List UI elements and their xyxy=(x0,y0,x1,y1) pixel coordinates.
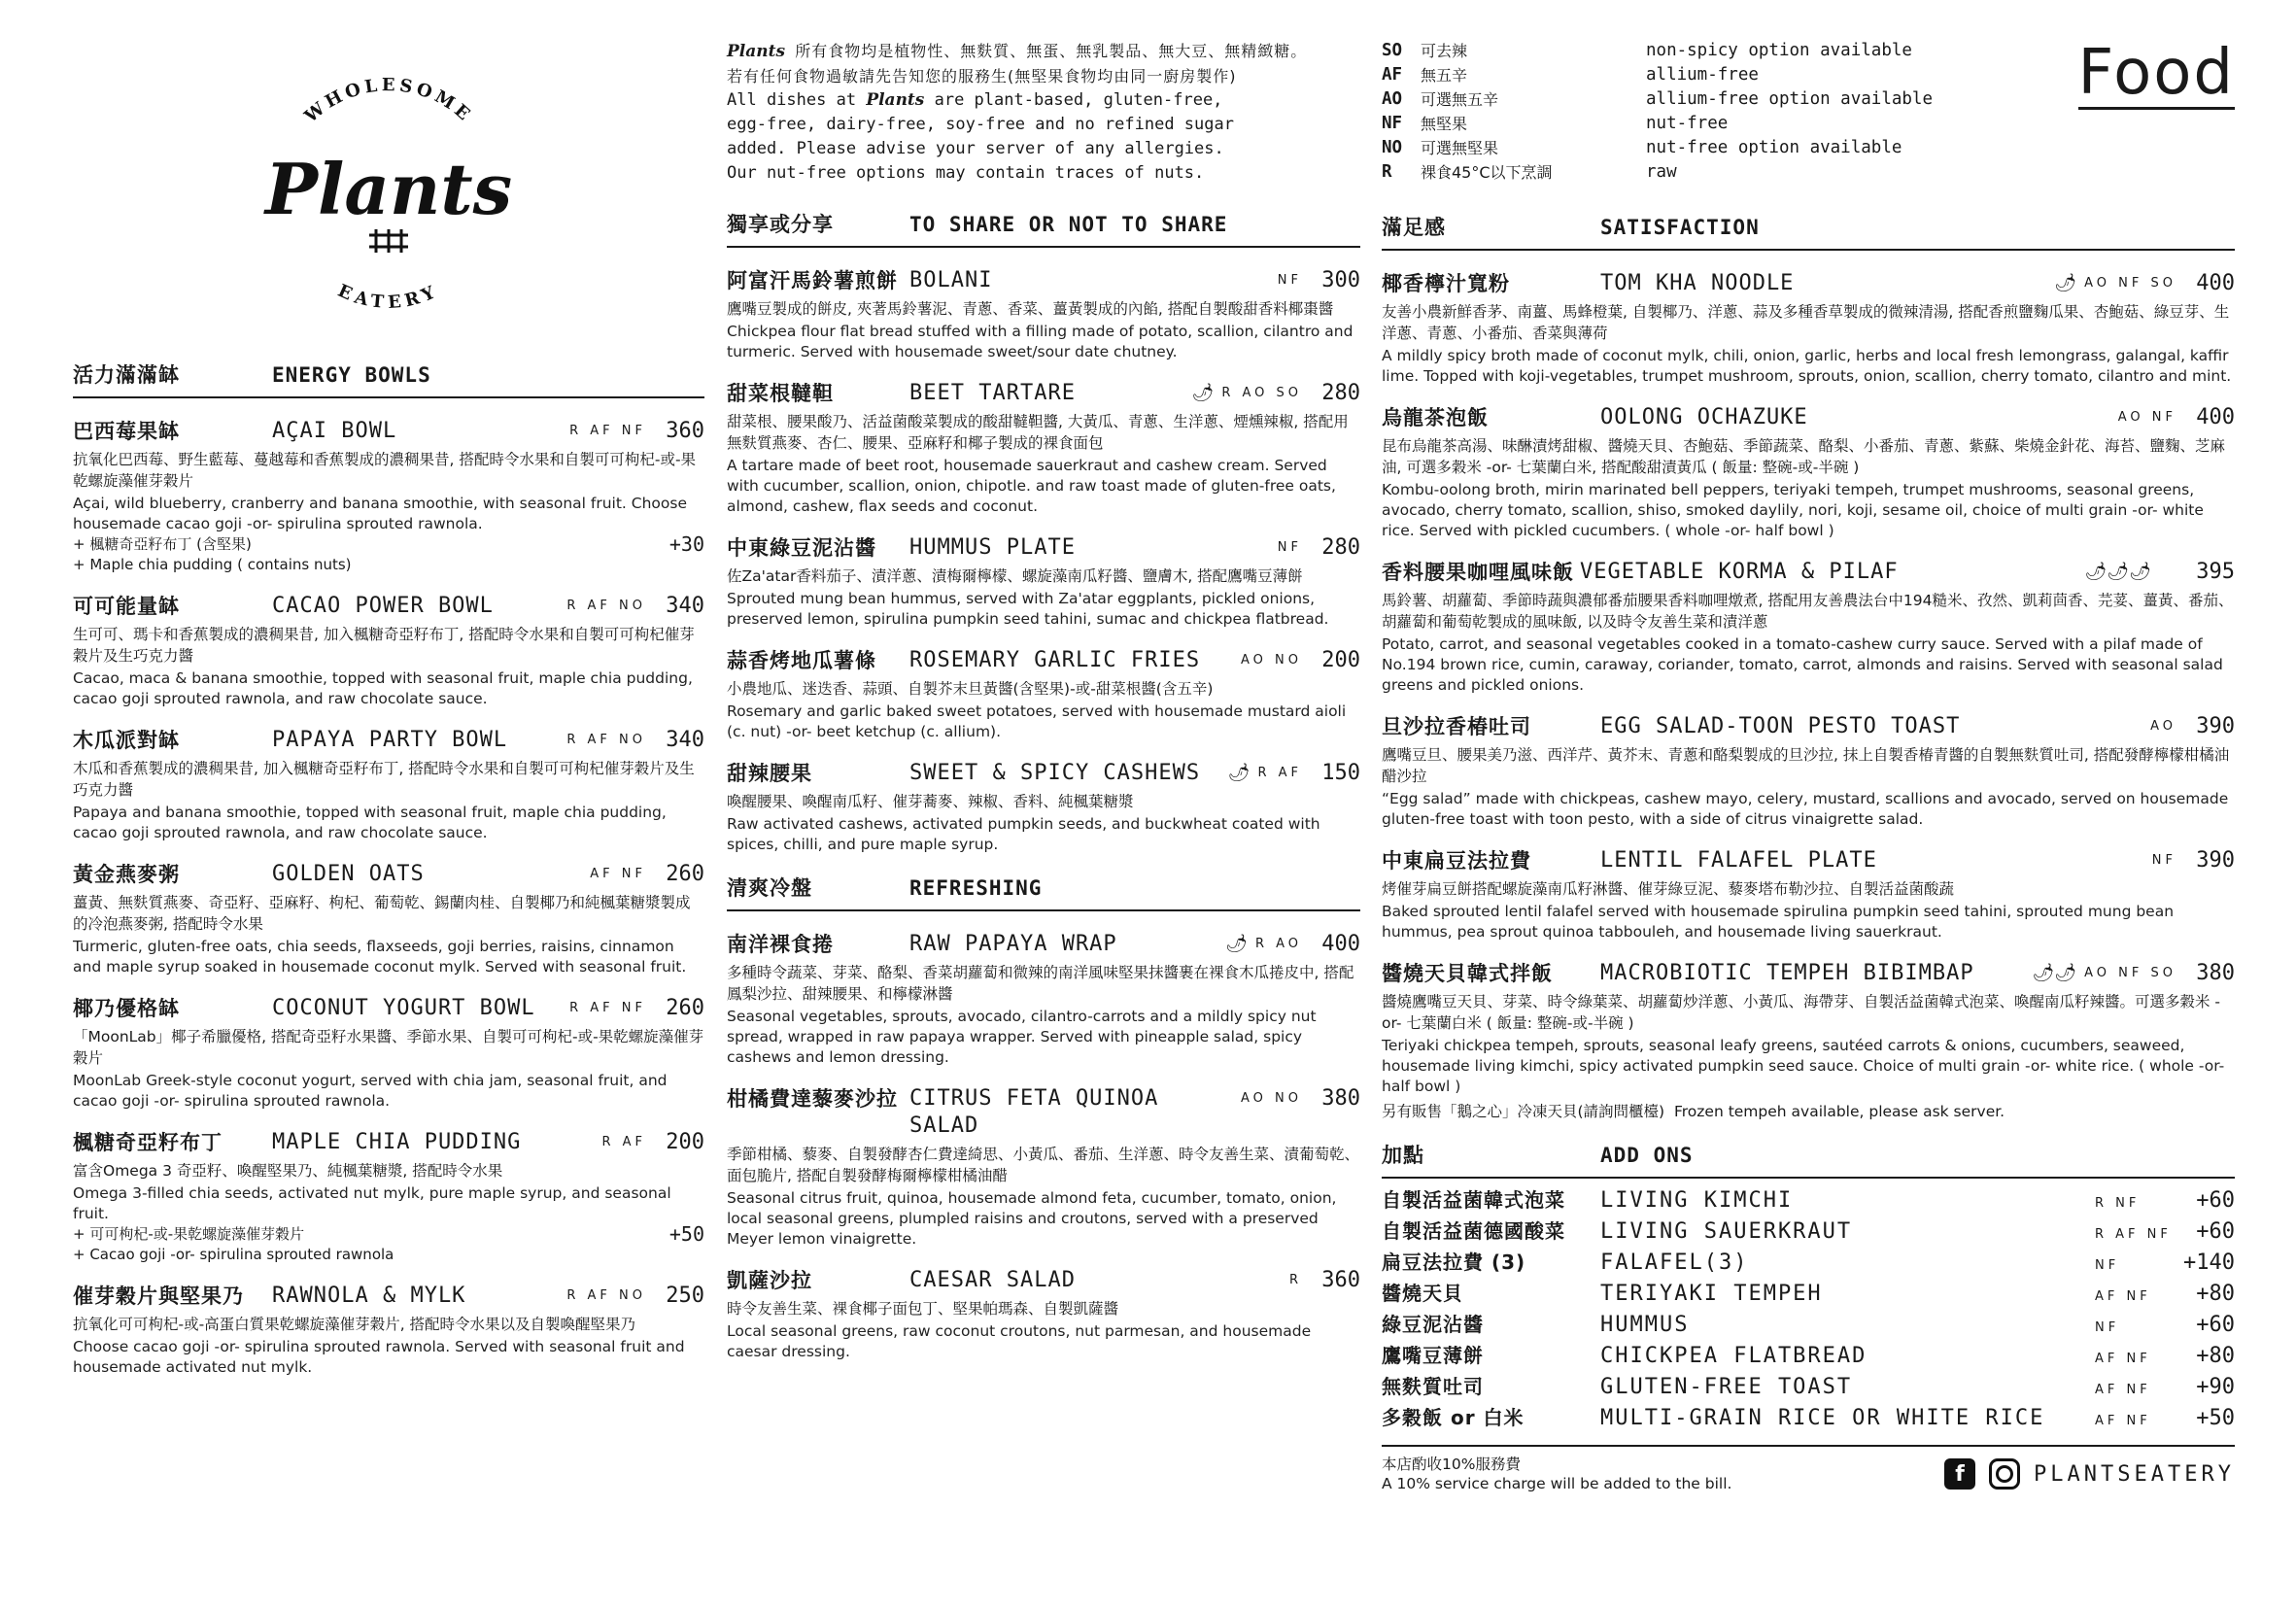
legend-code: AF xyxy=(1382,65,1403,85)
chili-icon: 🌶🌶🌶 xyxy=(2084,562,2151,582)
dish-name-zh: 凱薩沙拉 xyxy=(727,1269,812,1292)
dish-name-en: ROSEMARY GARLIC FRIES xyxy=(909,648,1201,672)
addon-name-zh: 無麩質吐司 xyxy=(1382,1375,1484,1398)
tempeh-note-en: Frozen tempeh available, please ask server. xyxy=(1673,1103,2005,1120)
dish-price: 300 xyxy=(1321,268,1360,292)
dietary-legend xyxy=(1382,39,1933,185)
dish-desc-en: Sprouted mung bean hummus, served with Za'atar eggplants, pickled onions, preserved lemon, spirulina pumpkin seed tahini, sumac and chickpea flatbread. xyxy=(727,590,1329,628)
legend-en: nut-free xyxy=(1646,114,1729,133)
dish-tags: AO NO xyxy=(1241,1091,1302,1106)
legend-row xyxy=(1382,160,1933,185)
addon-name-en: CHICKPEA FLATBREAD xyxy=(1600,1344,1868,1368)
legend-row xyxy=(1382,87,1933,112)
section-title-en: ADD ONS xyxy=(1600,1144,1694,1167)
section-header-share xyxy=(727,209,1360,248)
dish-name-en: EGG SALAD-TOON PESTO TOAST xyxy=(1600,714,1961,738)
dish-price: 260 xyxy=(666,996,704,1020)
dish-name-zh: 柑橘費達藜麥沙拉 xyxy=(727,1087,898,1111)
addon-name-zh: 鷹嘴豆薄餅 xyxy=(1382,1344,1484,1367)
dish-tempeh-bibimbap xyxy=(1382,960,2235,1122)
dish-desc-en: A mildly spicy broth made of coconut mylk, chili, onion, garlic, herbs and local fresh lemongrass, galangal, kaffir lime. Topped with koji-vegetables, trumpet mushroom, sprouts, onion, scallion, cherry tomato, cilantro and mint. xyxy=(1382,347,2232,385)
dish-name-en: GOLDEN OATS xyxy=(272,862,425,886)
legend-header xyxy=(1382,39,2235,212)
intro-en-1b: are plant-based, gluten-free, xyxy=(934,90,1223,110)
dish-desc-zh: 「MoonLab」椰子希臘優格, 搭配奇亞籽水果醬、季節水果、自製可可枸杞-或-果乾螺旋藻催芽穀片 xyxy=(73,1028,704,1067)
addon-en: + Cacao goji -or- spirulina sprouted rawnola xyxy=(73,1246,394,1263)
addon-price: +60 xyxy=(2196,1313,2235,1337)
dish-tags: R AF xyxy=(1257,766,1302,780)
legend-code: R xyxy=(1382,162,1392,182)
dish-citrus-feta-quinoa-salad xyxy=(727,1085,1360,1250)
dish-name-zh: 巴西莓果缽 xyxy=(73,420,180,443)
dish-name-zh: 中東綠豆泥沾醬 xyxy=(727,536,876,560)
dish-tags: AO NF xyxy=(2117,410,2176,425)
section-title-en: ENERGY BOWLS xyxy=(272,363,431,387)
dish-price: 400 xyxy=(2196,271,2235,295)
dish-name-en: VEGETABLE KORMA & PILAF xyxy=(1580,560,1899,584)
dish-desc-en: Raw activated cashews, activated pumpkin seeds, and buckwheat coated with spices, chilli, and pure maple syrup. xyxy=(727,815,1320,853)
chili-icon: 🌶 xyxy=(1225,934,1248,954)
dish-price: 390 xyxy=(2196,848,2235,873)
section-title-zh: 滿足感 xyxy=(1382,216,1446,239)
brand-name-inline: Plants xyxy=(866,90,925,110)
dish-name-en: AÇAI BOWL xyxy=(272,419,397,443)
service-charge-zh: 本店酌收10%服務費 xyxy=(1382,1456,1521,1473)
addon-price: +50 xyxy=(668,1222,704,1246)
dish-name-zh: 可可能量缽 xyxy=(73,595,180,618)
dish-desc-en: Baked sprouted lentil falafel served with housemade spirulina pumpkin seed tahini, sprouted mung bean hummus, pea sprout quinoa tabbouleh, and housemade living sauerkraut. xyxy=(1382,903,2175,941)
section-title-en: REFRESHING xyxy=(909,876,1043,900)
dish-name-zh: 醬燒天貝韓式拌飯 xyxy=(1382,962,1553,985)
dish-price: 340 xyxy=(666,594,704,618)
dish-desc-en: Cacao, maca & banana smoothie, topped with seasonal fruit, maple chia pudding, cacao goji sprouted rawnola, and raw chocolate sauce. xyxy=(73,669,693,707)
dish-desc-zh: 抗氧化巴西莓、野生藍莓、蔓越莓和香蕉製成的濃稠果昔, 搭配時令水果和自製可可枸杞-或-果乾螺旋藻催芽穀片 xyxy=(73,451,697,490)
dish-desc-en: Local seasonal greens, raw coconut croutons, nut parmesan, and housemade caesar dressing. xyxy=(727,1322,1312,1360)
dish-name-en: COCONUT YOGURT BOWL xyxy=(272,996,535,1020)
dish-desc-en: “Egg salad” made with chickpeas, cashew mayo, celery, mustard, scallions and avocado, served on housemade gluten-free toast with toon pesto, with a side of citrus vinaigrette salad. xyxy=(1382,790,2229,828)
addon-price: +30 xyxy=(668,532,704,556)
dish-name-en: BEET TARTARE xyxy=(909,381,1076,405)
dish-name-en: MAPLE CHIA PUDDING xyxy=(272,1130,522,1154)
dish-tags: AO NF SO xyxy=(2084,276,2176,291)
intro-en-1a: All dishes at xyxy=(727,90,857,110)
service-charge-note xyxy=(1382,1455,1944,1493)
dish-desc-zh: 多種時令蔬菜、芽菜、酪梨、香菜胡蘿蔔和微辣的南洋風味堅果抹醬裹在裸食木瓜捲皮中, 搭配鳳梨沙拉、甜辣腰果、和檸檬淋醬 xyxy=(727,964,1354,1003)
intro-zh-1: 所有食物均是植物性、無麩質、無蛋、無乳製品、無大豆、無精緻糖。 xyxy=(795,42,1308,60)
dish-tags: NF xyxy=(2151,853,2176,868)
addon-name-en: LIVING SAUERKRAUT xyxy=(1600,1219,1853,1244)
dish-desc-en: Açai, wild blueberry, cranberry and banana smoothie, with seasonal fruit. Choose housemade cacao goji -or- spirulina sprouted rawnola. xyxy=(73,495,687,532)
dish-price: 380 xyxy=(1321,1086,1360,1111)
page-title: Food xyxy=(2077,37,2235,109)
dish-desc-zh: 喚醒腰果、喚醒南瓜籽、催芽蕎麥、辣椒、香料、純楓葉糖漿 xyxy=(727,793,1134,810)
dish-desc-en: Seasonal citrus fruit, quinoa, housemade almond feta, cucumber, tomato, onion, local seasonal greens, plumpled raisins and croutons, served with a preserved Meyer lemon vinaigrette. xyxy=(727,1189,1337,1248)
addon-tags: R AF NF xyxy=(2095,1227,2172,1242)
legend-zh: 裸食45°C以下烹調 xyxy=(1421,163,1553,182)
dish-desc-zh: 醬燒鷹嘴豆天貝、芽菜、時令綠葉菜、胡蘿蔔炒洋蔥、小黃瓜、海帶芽、自製活益菌韓式泡菜、喚醒南瓜籽辣醬。可選多穀米 -or- 七葉蘭白米 ( 飯量: 整碗-或-半碗 ) xyxy=(1382,993,2221,1032)
section-header-energy xyxy=(73,360,704,398)
energy-section xyxy=(73,360,704,1378)
svg-text:WHOLESOME xyxy=(300,75,477,127)
addon-name-zh: 醬燒天貝 xyxy=(1382,1282,1463,1305)
dish-name-en: PAPAYA PARTY BOWL xyxy=(272,728,508,752)
dish-desc-en: Potato, carrot, and seasonal vegetables cooked in a tomato-cashew curry sauce. Served with a pilaf made of No.194 brown rice, cumin, caraway, coriander, tomato, carrot, almonds and raisins. Served with seasonal salad greens and pickled onions. xyxy=(1382,635,2223,694)
addon-tags: R NF xyxy=(2095,1196,2141,1211)
addon-name-zh: 多穀飯 or 白米 xyxy=(1382,1406,1525,1429)
addon-zh: + 楓糖奇亞籽布丁 (含堅果) xyxy=(73,535,252,553)
footer xyxy=(1382,1445,2235,1493)
list-item xyxy=(1382,1342,2235,1373)
dish-addon xyxy=(73,534,704,555)
dish-name-zh: 阿富汗馬鈴薯煎餅 xyxy=(727,269,898,292)
dish-name-zh: 甜菜根韃靼 xyxy=(727,382,834,405)
addon-en: + Maple chia pudding ( contains nuts) xyxy=(73,556,352,573)
legend-en: non-spicy option available xyxy=(1646,41,1912,60)
dish-addon-en xyxy=(73,555,704,575)
dish-tags: AO NF SO xyxy=(2084,966,2176,980)
dish-desc-zh: 生可可、瑪卡和香蕉製成的濃稠果昔, 加入楓糖奇亞籽布丁, 搭配時令水果和自製可可枸杞催芽穀片及生巧克力醬 xyxy=(73,626,695,665)
instagram-icon[interactable] xyxy=(1989,1458,2020,1490)
dish-name-zh: 黃金燕麥粥 xyxy=(73,863,180,886)
leaf-icon xyxy=(369,229,408,253)
chili-icon: 🌶🌶 xyxy=(2032,963,2077,983)
dish-sweet-spicy-cashews xyxy=(727,760,1360,855)
legend-code: SO xyxy=(1382,41,1403,60)
addon-price: +90 xyxy=(2196,1375,2235,1399)
facebook-icon[interactable]: f xyxy=(1944,1458,1975,1490)
dish-price: 360 xyxy=(1321,1268,1360,1292)
addon-price: +80 xyxy=(2196,1344,2235,1368)
dish-desc-en: Turmeric, gluten-free oats, chia seeds, flaxseeds, goji berries, raisins, cinnamon and maple syrup soaked in housemade coconut mylk. Served with seasonal fruit. xyxy=(73,938,687,976)
dish-name-zh: 甜辣腰果 xyxy=(727,762,812,785)
dish-price: 280 xyxy=(1321,381,1360,405)
dish-desc-zh: 季節柑橘、藜麥、自製發酵杏仁費達綺思、小黃瓜、番茄、生洋蔥、時令友善生菜、漬葡萄乾、面包脆片, 搭配自製發酵梅爾檸檬柑橘油醋 xyxy=(727,1146,1360,1184)
list-item xyxy=(1382,1217,2235,1249)
dish-papaya-party-bowl xyxy=(73,727,704,843)
addon-price: +60 xyxy=(2196,1219,2235,1244)
dish-price: 260 xyxy=(666,862,704,886)
dish-price: 400 xyxy=(2196,405,2235,429)
section-title-zh: 加點 xyxy=(1382,1144,1424,1167)
tempeh-note xyxy=(1382,1101,2235,1122)
list-item xyxy=(1382,1186,2235,1217)
intro-en-3: added. Please advise your server of any allergies. xyxy=(727,139,1224,158)
dish-desc-zh: 富含Omega 3 奇亞籽、喚醒堅果乃、純楓葉糖漿, 搭配時令水果 xyxy=(73,1162,503,1180)
dish-name-zh: 旦沙拉香椿吐司 xyxy=(1382,715,1531,738)
section-header-refresh xyxy=(727,873,1360,911)
dish-price: 360 xyxy=(666,419,704,443)
refresh-section xyxy=(727,873,1360,1362)
dish-desc-en: Rosemary and garlic baked sweet potatoes, served with housemade mustard aioli (c. nut) -or- beet ketchup (c. allium). xyxy=(727,702,1347,740)
logo-bottom-text: EATERY xyxy=(334,280,443,314)
dish-name-zh: 烏龍茶泡飯 xyxy=(1382,406,1489,429)
dish-addon-en xyxy=(73,1245,704,1265)
dish-cacao-power-bowl xyxy=(73,593,704,709)
chili-icon: 🌶 xyxy=(1227,763,1251,783)
intro-en-2: egg-free, dairy-free, soy-free and no refined sugar xyxy=(727,115,1234,134)
dish-name-zh: 南洋裸食捲 xyxy=(727,933,834,956)
dish-tags: R AF NF xyxy=(569,424,646,438)
dish-golden-oats xyxy=(73,861,704,977)
addon-price: +60 xyxy=(2196,1188,2235,1213)
addon-name-zh: 自製活益菌韓式泡菜 xyxy=(1382,1188,1565,1212)
dish-name-en: LENTIL FALAFEL PLATE xyxy=(1600,848,1877,873)
logo-main-text: Plants xyxy=(264,148,513,230)
dish-rosemary-garlic-fries xyxy=(727,647,1360,742)
dish-name-en: TOM KHA NOODLE xyxy=(1600,271,1795,295)
intro-en-4: Our nut-free options may contain traces of nuts. xyxy=(727,163,1205,183)
dish-lentil-falafel-plate xyxy=(1382,847,2235,942)
addon-price: +80 xyxy=(2196,1282,2235,1306)
legend-zh: 可去辣 xyxy=(1421,42,1468,60)
dish-desc-zh: 木瓜和香蕉製成的濃稠果昔, 加入楓糖奇亞籽布丁, 搭配時令水果和自製可可枸杞催芽穀片及生巧克力醬 xyxy=(73,760,695,799)
dish-price: 250 xyxy=(666,1284,704,1308)
legend-zh: 可選無堅果 xyxy=(1421,139,1499,157)
column-middle xyxy=(727,39,1360,1380)
dish-oolong-ochazuke xyxy=(1382,404,2235,541)
dish-price: 340 xyxy=(666,728,704,752)
dish-tags: R AF NO xyxy=(566,1288,646,1303)
addons-section xyxy=(1382,1140,2235,1493)
dish-name-zh: 椰乃優格缽 xyxy=(73,997,180,1020)
legend-code: NF xyxy=(1382,114,1403,133)
dish-price: 395 xyxy=(2196,560,2235,584)
logo-top-text: WHOLESOME xyxy=(300,75,477,127)
tempeh-note-zh: 另有販售「鵝之心」冷凍天貝(請詢問櫃檯) xyxy=(1382,1103,1665,1120)
social-handle[interactable]: PLANTSEATERY xyxy=(2034,1461,2235,1487)
dish-desc-en: Teriyaki chickpea tempeh, sprouts, seasonal leafy greens, sautéed carrots & onions, cucumbers, seaweed, housemade living kimchi, spicy activated pumpkin seed sauce. Choice of multi grain -or- white rice. ( whole -or- half bowl ) xyxy=(1382,1037,2225,1095)
svg-text:EATERY xyxy=(334,281,442,313)
dish-tags: AO xyxy=(2150,719,2176,734)
section-header-satisfaction xyxy=(1382,212,2235,251)
dish-name-en: HUMMUS PLATE xyxy=(909,535,1076,560)
dish-tags: NF xyxy=(1277,540,1302,555)
intro-notice xyxy=(727,39,1360,186)
dish-acai-bowl xyxy=(73,418,704,575)
dish-tags: AO NO xyxy=(1241,653,1302,668)
addon-name-zh: 綠豆泥沾醬 xyxy=(1382,1313,1484,1336)
section-title-en: TO SHARE OR NOT TO SHARE xyxy=(909,213,1228,236)
addon-name-zh: 自製活益菌德國酸菜 xyxy=(1382,1219,1565,1243)
addon-tags: NF xyxy=(2095,1258,2120,1273)
legend-zh: 可選無五辛 xyxy=(1421,90,1499,109)
section-title-zh: 獨享或分享 xyxy=(727,213,834,236)
addon-tags: NF xyxy=(2095,1320,2120,1335)
chili-icon: 🌶 xyxy=(1191,383,1215,403)
dish-name-en: CAESAR SALAD xyxy=(909,1268,1076,1292)
dish-tom-kha-noodle xyxy=(1382,270,2235,387)
addon-tags: AF NF xyxy=(2095,1352,2151,1366)
legend-row xyxy=(1382,39,1933,63)
dish-name-zh: 中東扁豆法拉費 xyxy=(1382,849,1531,873)
dish-name-en: BOLANI xyxy=(909,268,993,292)
dish-desc-en: Papaya and banana smoothie, topped with seasonal fruit, maple chia pudding, cacao goji sprouted rawnola, and raw chocolate sauce. xyxy=(73,804,667,841)
dish-price: 390 xyxy=(2196,714,2235,738)
legend-en: allium-free xyxy=(1646,65,1759,85)
dish-desc-zh: 友善小農新鮮香茅、南薑、馬蜂橙葉, 自製椰乃、洋蔥、蒜及多種香草製成的微辣清湯, 搭配香煎鹽麴瓜果、杏鮑菇、綠豆芽、生洋蔥、青蔥、小番茄、香菜與薄荷 xyxy=(1382,303,2230,342)
dish-desc-zh: 烤催芽扁豆餅搭配螺旋藻南瓜籽淋醬、催芽綠豆泥、藜麥塔布勒沙拉、自製活益菌酸蔬 xyxy=(1382,880,1955,898)
list-item xyxy=(1382,1404,2235,1435)
addon-name-en: TERIYAKI TEMPEH xyxy=(1600,1282,1823,1306)
dish-price: 150 xyxy=(1321,761,1360,785)
dish-beet-tartare xyxy=(727,380,1360,517)
dish-tags: R AF NO xyxy=(566,733,646,747)
intro-zh-2: 若有任何食物過敏請先告知您的服務生(無堅果食物均由同一廚房製作) xyxy=(727,67,1237,86)
list-item xyxy=(1382,1249,2235,1280)
legend-zh: 無堅果 xyxy=(1421,115,1468,133)
dish-tags: NF xyxy=(1277,273,1302,288)
dish-name-zh: 香料腰果咖哩風味飯 xyxy=(1382,561,1574,584)
dish-name-en: RAW PAPAYA WRAP xyxy=(909,932,1117,956)
legend-en: allium-free option available xyxy=(1646,89,1934,109)
dish-tags: R AO SO xyxy=(1221,386,1302,400)
dish-name-en: CACAO POWER BOWL xyxy=(272,594,494,618)
dish-desc-zh: 抗氧化可可枸杞-或-高蛋白質果乾螺旋藻催芽穀片, 搭配時令水果以及自製喚醒堅果乃 xyxy=(73,1316,636,1333)
dish-desc-en: Choose cacao goji -or- spirulina sprouted rawnola. Served with seasonal fruit and housemade activated nut mylk. xyxy=(73,1338,685,1376)
dish-tags: AF NF xyxy=(590,867,646,881)
dish-desc-zh: 薑黃、無麩質燕麥、奇亞籽、亞麻籽、枸杞、葡萄乾、錫蘭肉桂、自製椰乃和純楓葉糖漿製成的冷泡燕麥粥, 搭配時令水果 xyxy=(73,894,691,933)
addon-tags: AF NF xyxy=(2095,1383,2151,1397)
plants-logo-graphic xyxy=(228,49,549,340)
dish-coconut-yogurt-bowl xyxy=(73,995,704,1112)
dish-desc-zh: 鷹嘴豆製成的餅皮, 夾著馬鈴薯泥、青蔥、香菜、薑黃製成的內餡, 搭配自製酸甜香料椰棗醬 xyxy=(727,300,1334,318)
addon-name-en: MULTI-GRAIN RICE OR WHITE RICE xyxy=(1600,1406,2045,1430)
dish-maple-chia-pudding xyxy=(73,1129,704,1265)
dish-tags: R AO xyxy=(1254,937,1302,951)
dish-name-zh: 木瓜派對缽 xyxy=(73,729,180,752)
dish-name-zh: 蒜香烤地瓜薯條 xyxy=(727,649,876,672)
section-title-zh: 清爽冷盤 xyxy=(727,876,812,900)
legend-zh: 無五辛 xyxy=(1421,66,1468,85)
addon-name-en: FALAFEL(3) xyxy=(1600,1250,1749,1275)
dish-name-en: MACROBIOTIC TEMPEH BIBIMBAP xyxy=(1600,961,1974,985)
legend-code: NO xyxy=(1382,138,1403,157)
dish-rawnola-mylk xyxy=(73,1283,704,1378)
dish-price: 200 xyxy=(666,1130,704,1154)
dish-vegetable-korma-pilaf xyxy=(1382,559,2235,696)
dish-desc-en: Omega 3-filled chia seeds, activated nut mylk, pure maple syrup, and seasonal fruit. xyxy=(73,1184,671,1222)
section-title-en: SATISFACTION xyxy=(1600,216,1760,239)
dish-name-zh: 催芽穀片與堅果乃 xyxy=(73,1285,244,1308)
addon-zh: + 可可枸杞-或-果乾螺旋藻催芽穀片 xyxy=(73,1225,305,1243)
dish-addon xyxy=(73,1224,704,1245)
addon-name-zh: 扁豆法拉費 (3) xyxy=(1382,1250,1526,1274)
dish-price: 280 xyxy=(1321,535,1360,560)
section-header-addons xyxy=(1382,1140,2235,1179)
addon-price: +140 xyxy=(2183,1250,2235,1275)
dish-tags: R xyxy=(1288,1273,1302,1287)
dish-desc-en: Chickpea flour flat bread stuffed with a filling made of potato, scallion, cilantro and turmeric. Served with housemade sweet/sour date chutney. xyxy=(727,323,1354,360)
dish-name-en: OOLONG OCHAZUKE xyxy=(1600,405,1808,429)
dish-desc-zh: 鷹嘴豆旦、腰果美乃滋、西洋芹、黃芥末、青蔥和酪梨製成的旦沙拉, 抹上自製香椿青醬的自製無麩質吐司, 搭配發酵檸檬柑橘油醋沙拉 xyxy=(1382,746,2230,785)
legend-code: AO xyxy=(1382,89,1403,109)
legend-row xyxy=(1382,112,1933,136)
service-charge-en: A 10% service charge will be added to the bill. xyxy=(1382,1475,1732,1492)
dish-tags: R AF NO xyxy=(566,599,646,613)
section-title-zh: 活力滿滿缽 xyxy=(73,363,180,387)
dish-hummus-plate xyxy=(727,534,1360,630)
dish-desc-en: Kombu-oolong broth, mirin marinated bell peppers, teriyaki tempeh, trumpet mushrooms, seasonal greens, avocado, cherry tomato, scallion, shiso, smoked daylily, nori, koji, sesame oil, choice of multi grain -or- white rice. Served with pickled cucumbers. ( whole -or- half bowl ) xyxy=(1382,481,2204,539)
addon-name-en: LIVING KIMCHI xyxy=(1600,1188,1794,1213)
addon-price: +50 xyxy=(2196,1406,2235,1430)
dish-egg-salad-toast xyxy=(1382,713,2235,830)
list-item xyxy=(1382,1373,2235,1404)
plants-logo xyxy=(228,49,549,340)
dish-raw-papaya-wrap xyxy=(727,931,1360,1068)
list-item xyxy=(1382,1311,2235,1342)
addon-tags: AF NF xyxy=(2095,1414,2151,1428)
brand-name: Plants xyxy=(727,42,786,61)
dish-desc-zh: 佐Za'atar香料茄子、漬洋蔥、漬梅爾檸檬、螺旋藻南瓜籽醬、鹽膚木, 搭配鷹嘴豆薄餅 xyxy=(727,567,1303,585)
dish-tags: R AF xyxy=(601,1135,646,1149)
satisfaction-section xyxy=(1382,212,2235,1122)
addons-list xyxy=(1382,1186,2235,1435)
dish-desc-zh: 甜菜根、腰果酸乃、活益菌酸菜製成的酸甜韃靼醬, 大黃瓜、青蔥、生洋蔥、煙燻辣椒, 搭配用無麩質燕麥、杏仁、腰果、亞麻籽和椰子製成的裸食面包 xyxy=(727,413,1349,452)
dish-desc-zh: 小農地瓜、迷迭香、蒜頭、自製芥末旦黃醬(含堅果)-或-甜菜根醬(含五辛) xyxy=(727,680,1214,698)
chili-icon: 🌶 xyxy=(2054,273,2077,293)
share-section xyxy=(727,209,1360,855)
column-left xyxy=(73,39,704,1395)
dish-bolani xyxy=(727,267,1360,362)
dish-price: 380 xyxy=(2196,961,2235,985)
dish-name-zh: 椰香檸汁寬粉 xyxy=(1382,272,1510,295)
dish-name-en: RAWNOLA & MYLK xyxy=(272,1284,466,1308)
legend-row xyxy=(1382,136,1933,160)
addon-name-en: GLUTEN-FREE TOAST xyxy=(1600,1375,1853,1399)
dish-desc-en: MoonLab Greek-style coconut yogurt, served with chia jam, seasonal fruit, and cacao goji -or- spirulina sprouted rawnola. xyxy=(73,1072,668,1110)
dish-desc-zh: 馬鈴薯、胡蘿蔔、季節時蔬與濃郁番茄腰果香料咖哩燉煮, 搭配用友善農法台中194糙米、孜然、凱莉茴香、芫荽、薑黃、番茄、胡蘿蔔和葡萄乾製成的風味飯, 以及時令友善生菜和漬洋蔥 xyxy=(1382,592,2234,631)
addon-name-en: HUMMUS xyxy=(1600,1313,1690,1337)
dish-name-zh: 楓糖奇亞籽布丁 xyxy=(73,1131,223,1154)
dish-desc-zh: 時令友善生菜、裸食椰子面包丁、堅果帕瑪森、自製凱薩醬 xyxy=(727,1300,1119,1318)
dish-name-en: CITRUS FETA QUINOA SALAD xyxy=(909,1086,1159,1138)
dish-name-en: SWEET & SPICY CASHEWS xyxy=(909,761,1201,785)
dish-tags: R AF NF xyxy=(569,1001,646,1015)
list-item xyxy=(1382,1280,2235,1311)
dish-desc-en: A tartare made of beet root, housemade sauerkraut and cashew cream. Served with cucumber, scallion, onion, chipotle. and raw toast made of gluten-free oats, almond, cashew, flax seeds and coconut. xyxy=(727,457,1336,515)
dish-price: 400 xyxy=(1321,932,1360,956)
dish-desc-zh: 昆布烏龍茶高湯、味醂漬烤甜椒、醬燒天貝、杏鮑菇、季節蔬菜、酪梨、小番茄、青蔥、紫蘇、柴燒金針花、海苔、鹽麴、芝麻油, 可選多穀米 -or- 七葉蘭白米, 搭配酸甜漬黃瓜 ( 飯量: 整碗-或-半碗 ) xyxy=(1382,437,2226,476)
legend-row xyxy=(1382,63,1933,87)
addon-tags: AF NF xyxy=(2095,1289,2151,1304)
legend-en: nut-free option available xyxy=(1646,138,1902,157)
dish-price: 200 xyxy=(1321,648,1360,672)
column-right xyxy=(1382,39,2235,1493)
legend-en: raw xyxy=(1646,162,1677,182)
dish-caesar-salad xyxy=(727,1267,1360,1362)
dish-desc-en: Seasonal vegetables, sprouts, avocado, cilantro-carrots and a mildly spicy nut spread, wrapped in raw papaya wrapper. Served with pineapple salad, spicy cashews and lemon dressing. xyxy=(727,1008,1317,1066)
